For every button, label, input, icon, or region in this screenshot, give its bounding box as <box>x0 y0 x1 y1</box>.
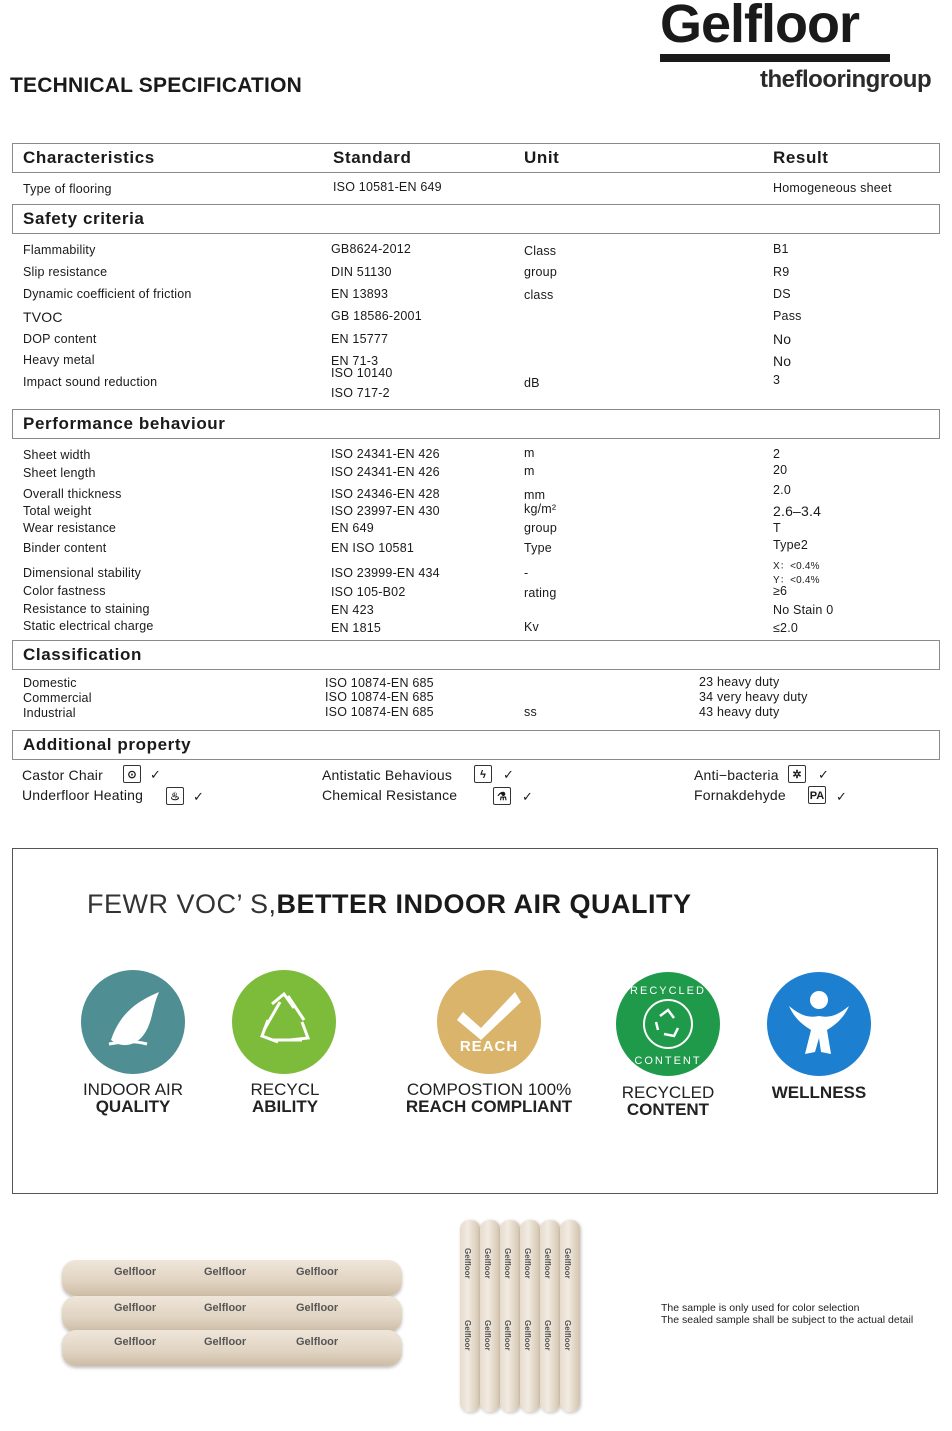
roll-brand: Gelfloor <box>114 1336 157 1348</box>
row-name: Heavy metal <box>23 353 95 367</box>
row-result: 34 very heavy duty <box>699 690 808 704</box>
row-result: Type2 <box>773 538 809 552</box>
type-result: Homogeneous sheet <box>773 181 892 195</box>
anti-bacteria-icon: ✲ <box>788 765 806 783</box>
product-roll <box>62 1296 402 1332</box>
roll-brand: Gelfloor <box>543 1248 552 1279</box>
row-result: No <box>773 353 792 369</box>
row-standard: ISO 24341-EN 426 <box>331 447 440 461</box>
row-name: Resistance to staining <box>23 602 150 616</box>
roll-brand: Gelfloor <box>204 1266 247 1278</box>
recycled-content-badge <box>616 972 720 1076</box>
row-standard: ISO 10140 <box>331 366 393 380</box>
roll-brand: Gelfloor <box>503 1320 512 1351</box>
row-unit: Type <box>524 541 552 555</box>
row-standard: EN 1815 <box>331 621 382 635</box>
row-name: Impact sound reduction <box>23 375 158 389</box>
row-name: Dynamic coefficient of friction <box>23 287 192 301</box>
row-standard: ISO 10874-EN 685 <box>325 705 434 719</box>
row-standard: DIN 51130 <box>331 265 392 279</box>
row-name: Sheet length <box>23 466 96 480</box>
row-result: 20 <box>773 463 788 477</box>
col-result: Result <box>773 148 829 167</box>
ring-top-text: RECYCLED <box>630 985 706 997</box>
row-standard: EN 649 <box>331 521 374 535</box>
row-standard: ISO 105-B02 <box>331 585 406 599</box>
row-unit: group <box>524 265 557 279</box>
check-icon: ✓ <box>522 789 533 804</box>
roll-brand: Gelfloor <box>296 1336 339 1348</box>
row-result-2: Y：<0.4% <box>773 575 820 586</box>
roll-brand: Gelfloor <box>523 1320 532 1351</box>
row-result: ≥6 <box>773 584 788 598</box>
section-additional <box>12 730 940 760</box>
row-name: Overall thickness <box>23 487 122 501</box>
row-name: Industrial <box>23 706 76 720</box>
product-roll <box>460 1220 480 1412</box>
row-unit: - <box>524 566 529 580</box>
row-unit: m <box>524 464 535 478</box>
badge-label: RECYCLED CONTENT <box>621 1083 715 1119</box>
row-unit: class <box>524 288 554 302</box>
row-standard: GB 18586-2001 <box>331 309 422 323</box>
brand-logo: Gelfloor <box>660 0 860 54</box>
row-name: Flammability <box>23 243 96 257</box>
row-standard: ISO 24341-EN 426 <box>331 465 440 479</box>
row-standard: EN 71-3 <box>331 354 379 368</box>
row-name: DOP content <box>23 332 97 346</box>
row-result: T <box>773 521 781 535</box>
row-unit: ss <box>524 705 537 719</box>
type-name: Type of flooring <box>23 182 112 196</box>
chemical-resistance-icon: ⚗ <box>493 787 511 805</box>
row-unit: m <box>524 446 535 460</box>
roll-brand: Gelfloor <box>543 1320 552 1351</box>
row-standard: EN ISO 10581 <box>331 541 415 555</box>
row-standard-2: ISO 717-2 <box>331 386 390 400</box>
section-classification <box>12 640 940 670</box>
row-standard: ISO 24346-EN 428 <box>331 487 440 501</box>
castor-chair-icon: ⊙ <box>123 765 141 783</box>
bird-icon <box>81 970 185 1074</box>
air-quality-panel <box>12 848 938 1194</box>
row-result: 2 <box>773 447 781 461</box>
section-performance <box>12 409 940 439</box>
product-roll <box>62 1330 402 1366</box>
recycled-content-icon <box>616 972 720 1076</box>
reach-badge <box>437 970 541 1074</box>
product-roll <box>62 1260 402 1296</box>
row-result: ≤2.0 <box>773 621 799 635</box>
antistatic-icon: ϟ <box>474 765 492 783</box>
roll-brand: Gelfloor <box>296 1266 339 1278</box>
row-unit: mm <box>524 488 546 502</box>
row-result: R9 <box>773 265 790 279</box>
row-standard: ISO 23999-EN 434 <box>331 566 440 580</box>
property-label: Chemical Resistance <box>322 787 458 803</box>
roll-brand: Gelfloor <box>463 1320 472 1351</box>
check-icon: ✓ <box>818 767 829 782</box>
type-standard: ISO 10581-EN 649 <box>333 180 442 194</box>
roll-brand: Gelfloor <box>523 1248 532 1279</box>
reach-badge-text: REACH <box>459 1038 519 1055</box>
row-standard: ISO 10874-EN 685 <box>325 690 434 704</box>
check-icon: ✓ <box>836 789 847 804</box>
property-label: Underfloor Heating <box>22 787 144 803</box>
roll-brand: Gelfloor <box>483 1248 492 1279</box>
property-label: Castor Chair <box>22 767 103 783</box>
row-result: 2.0 <box>773 483 791 497</box>
row-name: Binder content <box>23 541 107 555</box>
row-name: Commercial <box>23 691 92 705</box>
product-roll <box>560 1220 580 1412</box>
property-label: Fornakdehyde <box>694 787 786 803</box>
roll-brand: Gelfloor <box>204 1336 247 1348</box>
logo-underline <box>660 54 890 62</box>
row-result: X：<0.4% <box>773 561 820 572</box>
wellness-badge <box>767 972 871 1076</box>
badge-label: INDOOR AIR QUALITY <box>82 1080 184 1116</box>
product-roll <box>520 1220 540 1412</box>
row-name: Sheet width <box>23 448 91 462</box>
roll-brand: Gelfloor <box>114 1266 157 1278</box>
section-title: Safety criteria <box>23 209 145 228</box>
row-result: No <box>773 331 792 347</box>
section-safety <box>12 204 940 234</box>
product-roll <box>540 1220 560 1412</box>
check-icon: ✓ <box>150 767 161 782</box>
note-line: The sample is only used for color selection <box>661 1302 860 1314</box>
badge-label: WELLNESS <box>771 1083 867 1102</box>
row-standard: EN 13893 <box>331 287 389 301</box>
row-name: Domestic <box>23 676 77 690</box>
row-name: Total weight <box>23 504 92 518</box>
check-icon: ✓ <box>503 767 514 782</box>
note-line: The sealed sample shall be subject to the actual detail <box>661 1314 914 1326</box>
row-standard: EN 15777 <box>331 332 389 346</box>
row-result: DS <box>773 287 791 301</box>
row-unit: rating <box>524 586 557 600</box>
col-unit: Unit <box>524 148 560 167</box>
page-title: TECHNICAL SPECIFICATION <box>10 74 302 97</box>
badge-label: COMPOSTION 100% REACH COMPLIANT <box>405 1080 573 1116</box>
roll-brand: Gelfloor <box>114 1302 157 1314</box>
wellness-person-icon <box>767 972 871 1076</box>
formaldehyde-icon: PA <box>808 786 826 804</box>
row-name: Wear resistance <box>23 521 117 535</box>
panel-title-light: FEWR VOC’ S, <box>87 889 277 919</box>
property-label: Anti−bacteria <box>694 767 779 783</box>
table-header <box>12 143 940 173</box>
row-result: 3 <box>773 373 781 387</box>
row-result: No Stain 0 <box>773 603 834 617</box>
roll-brand: Gelfloor <box>503 1248 512 1279</box>
sample-note <box>661 1302 913 1326</box>
row-standard: ISO 23997-EN 430 <box>331 504 440 518</box>
row-name: TVOC <box>23 309 63 325</box>
roll-brand: Gelfloor <box>563 1320 572 1351</box>
product-roll <box>500 1220 520 1412</box>
recycle-icon <box>232 970 336 1074</box>
roll-brand: Gelfloor <box>296 1302 339 1314</box>
row-name: Color fastness <box>23 584 106 598</box>
row-standard: ISO 10874-EN 685 <box>325 676 434 690</box>
ring-bottom-text: CONTENT <box>634 1055 702 1067</box>
roll-brand: Gelfloor <box>563 1248 572 1279</box>
row-unit: Kv <box>524 620 539 634</box>
row-result: 23 heavy duty <box>699 675 780 689</box>
row-unit: dB <box>524 376 540 390</box>
underfloor-heating-icon: ♨ <box>166 787 184 805</box>
indoor-air-badge <box>81 970 185 1074</box>
row-result: Pass <box>773 309 802 323</box>
row-standard: EN 423 <box>331 603 374 617</box>
section-title: Classification <box>23 645 142 664</box>
row-unit: Class <box>524 244 557 258</box>
col-standard: Standard <box>333 148 412 167</box>
row-result: 43 heavy duty <box>699 705 780 719</box>
badge-label: RECYCL ABILITY <box>250 1080 320 1116</box>
roll-brand: Gelfloor <box>463 1248 472 1279</box>
row-result: 2.6–3.4 <box>773 503 822 519</box>
roll-brand: Gelfloor <box>204 1302 247 1314</box>
col-characteristics: Characteristics <box>23 148 155 167</box>
row-name: Dimensional stability <box>23 566 142 580</box>
row-name: Static electrical charge <box>23 619 154 633</box>
reach-check-icon <box>437 970 541 1074</box>
row-name: Slip resistance <box>23 265 108 279</box>
roll-brand: Gelfloor <box>483 1320 492 1351</box>
section-title: Additional property <box>23 735 192 754</box>
row-unit: group <box>524 521 557 535</box>
row-result: B1 <box>773 242 789 256</box>
property-label: Antistatic Behavious <box>322 767 453 783</box>
check-icon: ✓ <box>193 789 204 804</box>
row-standard: GB8624-2012 <box>331 242 412 256</box>
section-title: Performance behaviour <box>23 414 226 433</box>
brand-tagline: theflooringroup <box>760 66 932 93</box>
product-roll <box>480 1220 500 1412</box>
recyclability-badge <box>232 970 336 1074</box>
panel-title-bold: BETTER INDOOR AIR QUALITY <box>276 889 692 919</box>
panel-title <box>87 889 692 920</box>
row-unit: kg/m² <box>524 502 557 516</box>
